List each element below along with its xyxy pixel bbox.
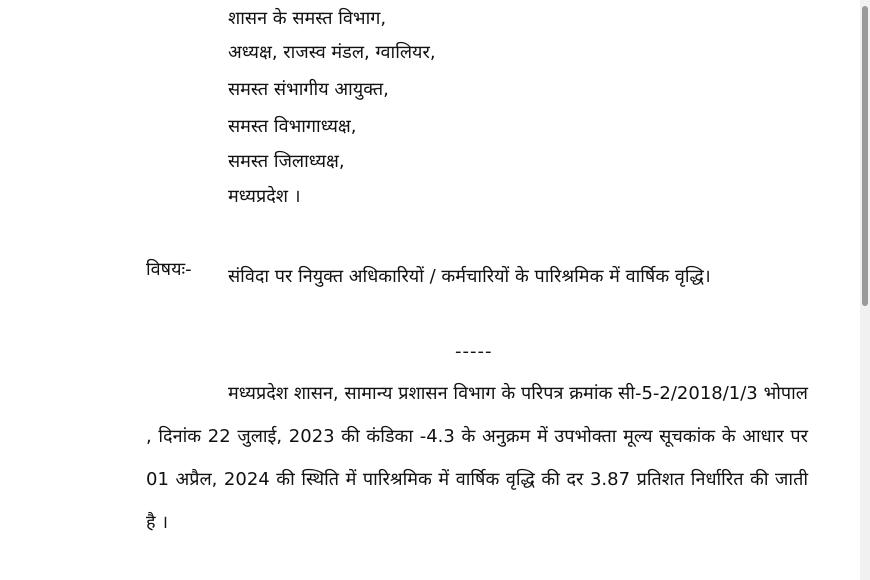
vertical-scrollbar[interactable] <box>860 0 870 580</box>
addressee-line-3: समस्त संभागीय आयुक्त, <box>228 79 389 100</box>
addressee-line-4: समस्त विभागाध्यक्ष, <box>228 116 357 137</box>
scrollbar-thumb[interactable] <box>862 6 868 306</box>
separator-dashes: ----- <box>455 341 493 362</box>
body-paragraph: मध्यप्रदेश शासन, सामान्य प्रशासन विभाग के परिपत्र क्रमांक सी-5-2/2018/1/3 भोपाल , दिनांक 22 जुलाई, 2023 की कंडिका -4.3 के अनुक्रम में उपभोक्ता मूल्य सूचकांक के आधार पर 01 अप्रैल, 2024 की स्थिति में पारिश्रमिक में वार्षिक वृद्धि की दर 3.87 प्रतिशत निर्धारित की जाती है । <box>146 383 808 533</box>
addressee-line-2: अध्यक्ष, राजस्व मंडल, ग्वालियर, <box>228 42 436 63</box>
subject-label: विषयः- <box>146 259 192 280</box>
addressee-line-5: समस्त जिलाध्यक्ष, <box>228 151 345 172</box>
addressee-line-6: मध्यप्रदेश । <box>228 186 301 207</box>
addressee-line-1: शासन के समस्त विभाग, <box>228 8 387 29</box>
subject-text: संविदा पर नियुक्त अधिकारियों / कर्मचारियों के पारिश्रमिक में वार्षिक वृद्धि। <box>228 266 711 287</box>
